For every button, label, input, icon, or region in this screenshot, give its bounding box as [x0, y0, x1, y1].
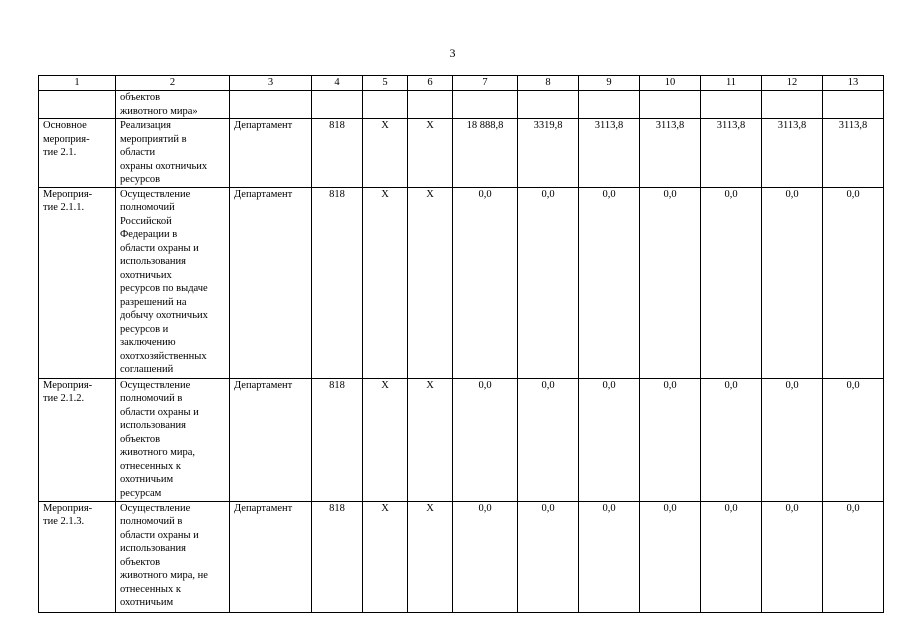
table-cell: 0,0	[518, 501, 579, 612]
column-header: 2	[116, 76, 230, 91]
table-cell: Осуществление полномочий в области охраны и использования объектов животного мира, не отнесенных к охотничьим	[116, 501, 230, 612]
table-cell: 818	[312, 501, 363, 612]
table-cell: Основное мероприя- тие 2.1.	[39, 119, 116, 188]
table-cell: Департамент	[230, 119, 312, 188]
table-cell: 0,0	[453, 378, 518, 501]
table-cell: 0,0	[823, 378, 884, 501]
column-header: 4	[312, 76, 363, 91]
table-cell: 0,0	[701, 501, 762, 612]
table-cell	[762, 91, 823, 119]
table-cell: 0,0	[579, 187, 640, 378]
table-row	[39, 378, 884, 501]
table-cell	[39, 91, 116, 119]
table-cell: 0,0	[823, 187, 884, 378]
table-cell: Департамент	[230, 501, 312, 612]
table-cell: 818	[312, 187, 363, 378]
table-cell: Х	[408, 187, 453, 378]
table-cell: 0,0	[453, 187, 518, 378]
table-cell: 0,0	[579, 501, 640, 612]
table-cell	[230, 91, 312, 119]
table-row	[39, 501, 884, 612]
table-cell: 0,0	[762, 187, 823, 378]
table-cell: 3113,8	[579, 119, 640, 188]
table-cell	[823, 91, 884, 119]
table-cell: 818	[312, 119, 363, 188]
table-cell: Реализация мероприятий в области охраны охотничьих ресурсов	[116, 119, 230, 188]
table-cell	[312, 91, 363, 119]
table-cell: 818	[312, 378, 363, 501]
table-cell: Мероприя- тие 2.1.1.	[39, 187, 116, 378]
column-header: 9	[579, 76, 640, 91]
table-cell: Департамент	[230, 378, 312, 501]
table-cell: 0,0	[453, 501, 518, 612]
table-cell: Осуществление полномочий Российской Федерации в области охраны и использования охотничьих ресурсов по выдаче разрешений на добычу охотничьих ресурсов и заключению охотхозяйственных соглашений	[116, 187, 230, 378]
table-cell	[363, 91, 408, 119]
table-cell: 3319,8	[518, 119, 579, 188]
table-cell: Х	[408, 501, 453, 612]
table-cell: Осуществление полномочий в области охраны и использования объектов животного мира, отнесенных к охотничьим ресурсам	[116, 378, 230, 501]
table-cell: Департамент	[230, 187, 312, 378]
column-header: 1	[39, 76, 116, 91]
table-row	[39, 91, 884, 119]
table-cell: Мероприя- тие 2.1.3.	[39, 501, 116, 612]
column-header: 10	[640, 76, 701, 91]
table-cell: 0,0	[518, 187, 579, 378]
table-cell: Х	[363, 187, 408, 378]
table-cell: 0,0	[701, 187, 762, 378]
table-cell	[518, 91, 579, 119]
table-cell: 3113,8	[823, 119, 884, 188]
table-cell: объектов животного мира»	[116, 91, 230, 119]
table-cell: 0,0	[640, 187, 701, 378]
table-cell: 0,0	[518, 378, 579, 501]
column-header: 5	[363, 76, 408, 91]
column-header: 7	[453, 76, 518, 91]
table-cell: Х	[408, 119, 453, 188]
column-header: 8	[518, 76, 579, 91]
page-number: 3	[449, 46, 456, 60]
budget-table	[38, 75, 884, 613]
table-cell	[701, 91, 762, 119]
table-cell: 18 888,8	[453, 119, 518, 188]
table-cell: 0,0	[701, 378, 762, 501]
table-cell: 3113,8	[640, 119, 701, 188]
table-cell	[640, 91, 701, 119]
table-row	[39, 119, 884, 188]
column-header: 3	[230, 76, 312, 91]
table-cell: 0,0	[640, 501, 701, 612]
table-cell	[408, 91, 453, 119]
column-header: 13	[823, 76, 884, 91]
table-cell: 3113,8	[701, 119, 762, 188]
table-cell: 0,0	[579, 378, 640, 501]
column-header: 12	[762, 76, 823, 91]
table-cell: Х	[408, 378, 453, 501]
column-header: 6	[408, 76, 453, 91]
table-cell: 0,0	[823, 501, 884, 612]
table-cell	[453, 91, 518, 119]
table-cell: 0,0	[762, 501, 823, 612]
table-cell: Х	[363, 378, 408, 501]
column-header: 11	[701, 76, 762, 91]
table-cell: 0,0	[640, 378, 701, 501]
table-cell: 0,0	[762, 378, 823, 501]
table-cell: Х	[363, 119, 408, 188]
table-cell	[579, 91, 640, 119]
table-row	[39, 187, 884, 378]
table-cell: 3113,8	[762, 119, 823, 188]
header-row	[39, 76, 884, 91]
table-cell: Х	[363, 501, 408, 612]
table-cell: Мероприя- тие 2.1.2.	[39, 378, 116, 501]
